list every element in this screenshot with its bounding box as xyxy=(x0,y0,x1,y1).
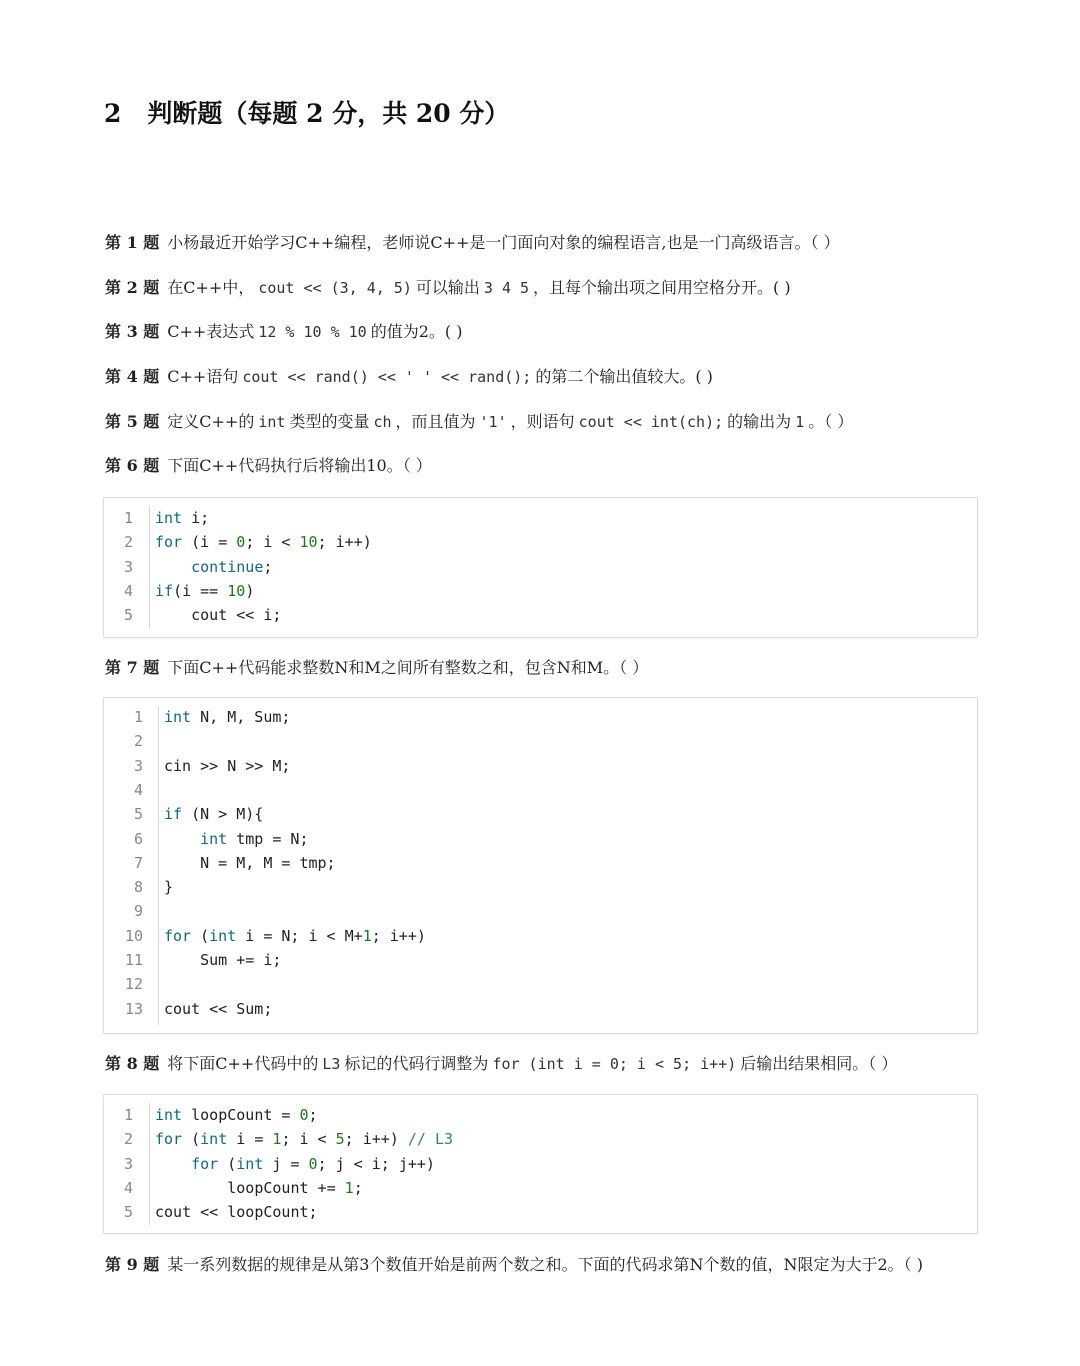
code-line xyxy=(104,530,977,554)
code-line xyxy=(104,972,977,996)
code-line xyxy=(104,705,977,729)
question-text: 小杨最近开始学习C++编程，老师说C++是一门面向对象的编程语言,也是一门高级语言。（ ） xyxy=(167,233,840,252)
code-block-q7 xyxy=(103,697,978,1034)
code-text: if(i == 10) xyxy=(155,581,255,600)
code-line xyxy=(104,778,977,802)
inline-code: 1 xyxy=(795,413,805,431)
line-number: 4 xyxy=(133,780,143,799)
code-block-q8 xyxy=(103,1094,978,1234)
question-6 xyxy=(105,454,985,478)
code-line xyxy=(104,729,977,753)
code-text: for (int j = 0; j < i; j++) xyxy=(191,1154,435,1173)
question-text: 标记的代码行调整为 xyxy=(344,1054,489,1073)
code-text: continue; xyxy=(191,557,273,576)
inline-code: cout << rand() << ' ' << rand(); xyxy=(242,368,532,386)
section-heading xyxy=(104,94,509,130)
line-number: 13 xyxy=(124,999,143,1018)
code-line xyxy=(104,997,977,1021)
code-text: cout << loopCount; xyxy=(155,1203,318,1222)
code-text: for (int i = N; i < M+1; i++) xyxy=(164,926,426,945)
question-label: 第 1 题 xyxy=(105,233,160,252)
question-2 xyxy=(105,276,985,300)
line-number: 1 xyxy=(123,509,133,527)
question-text: 类型的变量 xyxy=(289,412,370,431)
code-line xyxy=(104,899,977,923)
question-label: 第 8 题 xyxy=(105,1054,160,1073)
question-9 xyxy=(105,1251,985,1278)
code-text: int loopCount = 0; xyxy=(155,1106,318,1124)
code-text: loopCount += 1; xyxy=(155,1178,363,1197)
inline-code: int xyxy=(258,413,286,431)
inline-code: cout << (3, 4, 5) xyxy=(258,279,412,297)
question-text: 定义C++的 xyxy=(167,412,255,431)
code-text: for (i = 0; i < 10; i++) xyxy=(155,533,372,552)
question-text: C++语句 xyxy=(167,367,239,386)
question-text: ，则语句 xyxy=(510,412,575,431)
inline-code: 12 % 10 % 10 xyxy=(258,323,367,341)
code-line xyxy=(104,1152,977,1176)
line-number: 3 xyxy=(133,756,143,775)
line-number: 12 xyxy=(124,975,143,994)
line-number: 3 xyxy=(123,557,133,576)
question-label: 第 7 题 xyxy=(105,658,160,677)
question-3 xyxy=(105,320,985,344)
question-label: 第 4 题 xyxy=(105,367,160,386)
code-text: int i; xyxy=(155,509,210,527)
question-text: 某一系列数据的规律是从第3个数值开始是前两个数之和。下面的代码求第N个数的值，N限定为大于2。（ ) xyxy=(167,1255,923,1274)
line-number: 8 xyxy=(133,878,143,897)
code-text: cout << Sum; xyxy=(164,999,273,1018)
code-line xyxy=(104,555,977,579)
question-text: ，而且值为 xyxy=(395,412,476,431)
line-number: 7 xyxy=(133,853,143,872)
code-line xyxy=(104,603,977,627)
line-number: 1 xyxy=(133,708,143,726)
line-number: 3 xyxy=(123,1154,133,1173)
line-number: 6 xyxy=(133,829,143,848)
code-line xyxy=(104,1103,977,1127)
question-7 xyxy=(105,656,985,680)
question-8 xyxy=(105,1052,985,1076)
question-1 xyxy=(105,231,985,255)
code-line xyxy=(104,754,977,778)
question-label: 第 5 题 xyxy=(105,412,160,431)
code-text: cin >> N >> M; xyxy=(164,756,291,775)
line-number: 2 xyxy=(123,533,133,552)
code-text: cout << i; xyxy=(155,606,282,625)
question-4 xyxy=(105,365,985,389)
inline-code: ch xyxy=(373,413,392,431)
line-number: 9 xyxy=(133,902,143,921)
question-text: C++表达式 xyxy=(167,322,255,341)
code-line xyxy=(104,579,977,603)
question-label: 第 9 题 xyxy=(105,1255,160,1274)
question-5 xyxy=(105,410,985,434)
code-text: } xyxy=(164,878,174,897)
code-line xyxy=(104,948,977,972)
inline-code: L3 xyxy=(322,1055,341,1073)
code-line xyxy=(104,1176,977,1200)
question-label: 第 3 题 xyxy=(105,322,160,341)
inline-code: for (int i = 0; i < 5; i++) xyxy=(492,1055,737,1073)
code-text: Sum += i; xyxy=(164,951,282,969)
code-line xyxy=(104,924,977,948)
code-line xyxy=(104,875,977,899)
section-number: 2 xyxy=(104,99,122,128)
line-number: 2 xyxy=(123,1130,133,1149)
code-line xyxy=(104,827,977,851)
question-text: 在C++中， xyxy=(167,278,255,297)
question-text: 的值为2。( ) xyxy=(370,322,463,341)
line-number: 1 xyxy=(123,1106,133,1124)
line-number: 5 xyxy=(133,805,143,824)
question-text: ，且每个输出项之间用空格分开。( ) xyxy=(533,278,791,297)
line-number: 5 xyxy=(123,1203,133,1222)
line-number: 2 xyxy=(133,732,143,751)
section-title: 判断题（每题 2 分，共 20 分） xyxy=(147,99,510,128)
question-text: 的输出为 xyxy=(727,412,792,431)
code-line xyxy=(104,851,977,875)
code-text: int N, M, Sum; xyxy=(164,708,291,726)
code-text: for (int i = 1; i < 5; i++) // L3 xyxy=(155,1130,454,1149)
inline-code: cout << int(ch); xyxy=(578,413,724,431)
inline-code: 3 4 5 xyxy=(483,279,530,297)
question-label: 第 6 题 xyxy=(105,456,160,475)
question-text: 将下面C++代码中的 xyxy=(167,1054,319,1073)
line-number: 10 xyxy=(124,926,143,945)
question-text: 下面C++代码执行后将输出10。（ ） xyxy=(167,456,432,475)
line-number: 4 xyxy=(123,1178,133,1197)
line-number: 11 xyxy=(124,951,143,969)
code-line xyxy=(104,1200,977,1224)
question-label: 第 2 题 xyxy=(105,278,160,297)
code-text: N = M, M = tmp; xyxy=(164,853,336,872)
inline-code: '1' xyxy=(479,413,507,431)
question-text: 的第二个输出值较大。( ) xyxy=(535,367,713,386)
question-text: 后输出结果相同。（ ） xyxy=(740,1054,898,1073)
code-text: if (N > M){ xyxy=(164,805,264,824)
question-text: 下面C++代码能求整数N和M之间所有整数之和，包含N和M。（ ） xyxy=(167,658,649,677)
code-line xyxy=(104,802,977,826)
code-line xyxy=(104,1127,977,1151)
code-line xyxy=(104,506,977,530)
line-number: 5 xyxy=(123,606,133,625)
code-block-q6 xyxy=(103,497,978,638)
question-text: 。（ ） xyxy=(808,412,854,431)
code-text: int tmp = N; xyxy=(200,829,309,848)
line-number: 4 xyxy=(123,581,133,600)
question-text: 可以输出 xyxy=(415,278,480,297)
